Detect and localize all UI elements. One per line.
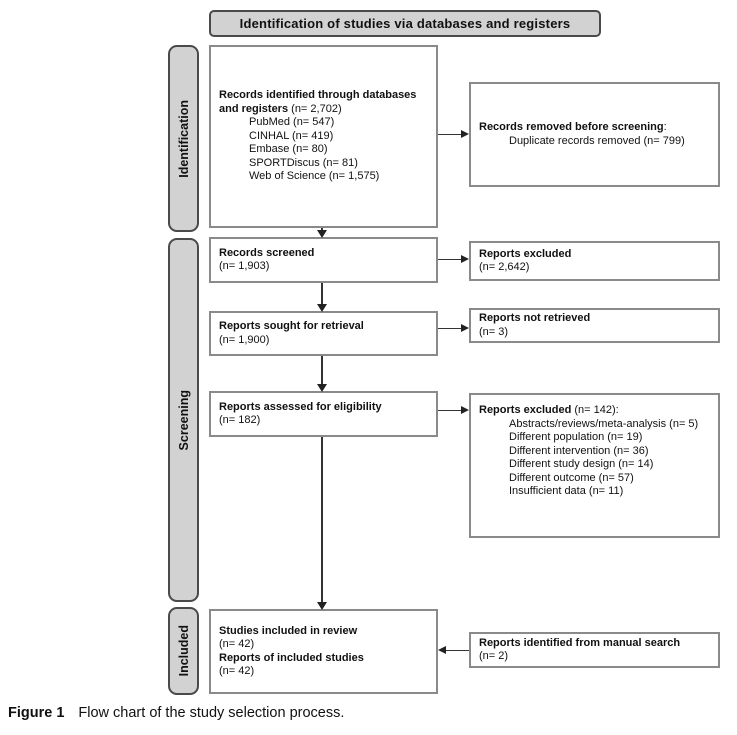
box-studies-included bbox=[209, 609, 438, 694]
arrow-shaft bbox=[438, 134, 462, 136]
box-reports-excluded-eligibility-title: Reports excluded (n= 142): bbox=[479, 404, 619, 416]
box-reports-assessed-title: Reports assessed for eligibility bbox=[219, 400, 382, 413]
exclusion-reason-abstracts: Abstracts/reviews/meta-analysis (n= 5) bbox=[509, 417, 699, 430]
stage-bar-identification bbox=[168, 45, 199, 232]
exclusion-reason-population: Different population (n= 19) bbox=[509, 431, 643, 443]
box-reports-excluded-eligibility bbox=[469, 393, 720, 538]
box-records-identified-title: Records identified through databases and registers (n= 2,702) bbox=[219, 89, 417, 115]
arrow-head-right-icon bbox=[461, 255, 469, 263]
arrow-shaft bbox=[438, 259, 462, 261]
box-reports-assessed bbox=[209, 391, 438, 437]
figure-caption bbox=[8, 705, 728, 721]
stage-label-identification: Identification bbox=[176, 99, 191, 178]
box-reports-excluded-screening bbox=[469, 241, 720, 281]
arrow-sought-to-assessed bbox=[317, 356, 327, 392]
box-studies-included-n2: (n= 42) bbox=[219, 665, 255, 677]
arrow-head-right-icon bbox=[461, 130, 469, 138]
arrow-assessed-to-excluded bbox=[438, 406, 469, 415]
figure-caption-label: Figure 1 bbox=[8, 705, 65, 721]
exclusion-reason-study-design: Different study design (n= 14) bbox=[509, 458, 654, 470]
arrow-screened-to-sought bbox=[317, 283, 327, 312]
box-manual-search bbox=[469, 632, 720, 668]
box-reports-not-retrieved-title: Reports not retrieved bbox=[479, 312, 591, 324]
box-reports-excluded-screening-title: Reports excluded bbox=[479, 247, 572, 260]
figure-caption-text: Flow chart of the study selection process. bbox=[78, 705, 345, 721]
arrow-shaft bbox=[321, 283, 323, 305]
arrow-head-down-icon bbox=[317, 304, 327, 312]
box-reports-sought-n: (n= 1,900) bbox=[219, 333, 270, 346]
arrow-head-down-icon bbox=[317, 602, 327, 610]
box-reports-excluded-screening-n: (n= 2,642) bbox=[479, 261, 530, 273]
exclusion-reason-insufficient-data: Insufficient data (n= 11) bbox=[509, 485, 624, 497]
box-records-identified bbox=[209, 45, 438, 228]
arrow-identified-to-removed bbox=[438, 130, 469, 139]
box-records-removed-title: Records removed before screening: bbox=[479, 121, 667, 133]
arrow-shaft bbox=[321, 437, 323, 603]
arrow-screened-to-excluded bbox=[438, 255, 469, 264]
box-reports-not-retrieved-n: (n= 3) bbox=[479, 325, 509, 338]
stage-label-included: Included bbox=[176, 625, 191, 677]
arrow-head-down-icon bbox=[317, 384, 327, 392]
arrow-shaft bbox=[321, 356, 323, 385]
arrow-assessed-to-included bbox=[317, 437, 327, 610]
arrow-head-left-icon bbox=[438, 646, 446, 654]
box-reports-not-retrieved bbox=[469, 308, 720, 343]
box-reports-assessed-n: (n= 182) bbox=[219, 414, 261, 426]
arrow-shaft bbox=[445, 650, 469, 652]
stage-label-screening: Screening bbox=[176, 389, 191, 451]
arrow-head-right-icon bbox=[461, 406, 469, 414]
stage-bar-screening bbox=[168, 238, 199, 602]
box-studies-included-n1: (n= 42) bbox=[219, 638, 255, 650]
arrow-head-right-icon bbox=[461, 324, 469, 332]
box-manual-search-n: (n= 2) bbox=[479, 650, 509, 662]
box-reports-sought-title: Reports sought for retrieval bbox=[219, 320, 364, 332]
box-manual-search-title: Reports identified from manual search bbox=[479, 636, 681, 649]
arrow-sought-to-not-retrieved bbox=[438, 324, 469, 333]
box-studies-included-line2: Reports of included studies bbox=[219, 651, 364, 664]
exclusion-reason-outcome: Different outcome (n= 57) bbox=[509, 471, 634, 484]
source-sportdiscus: SPORTDiscus (n= 81) bbox=[249, 156, 358, 169]
arrow-head-down-icon bbox=[317, 230, 327, 238]
box-records-removed bbox=[469, 82, 720, 187]
diagram-header bbox=[209, 10, 601, 37]
source-pubmed: PubMed (n= 547) bbox=[249, 116, 335, 129]
box-records-screened-title: Records screened bbox=[219, 246, 315, 259]
exclusion-reason-intervention: Different intervention (n= 36) bbox=[509, 444, 649, 457]
source-cinhal: CINHAL (n= 419) bbox=[249, 129, 334, 142]
box-studies-included-line1: Studies included in review bbox=[219, 624, 358, 637]
source-web-of-science: Web of Science (n= 1,575) bbox=[249, 170, 380, 183]
arrow-identified-to-screened bbox=[317, 228, 327, 238]
box-records-removed-item: Duplicate records removed (n= 799) bbox=[509, 134, 685, 147]
box-reports-sought bbox=[209, 311, 438, 356]
arrow-manual-to-included bbox=[438, 646, 469, 655]
arrow-shaft bbox=[438, 410, 462, 412]
arrow-shaft bbox=[438, 328, 462, 330]
diagram-header-title: Identification of studies via databases and registers bbox=[239, 16, 571, 31]
box-records-screened-n: (n= 1,903) bbox=[219, 260, 270, 272]
box-records-screened bbox=[209, 237, 438, 283]
source-embase: Embase (n= 80) bbox=[249, 143, 328, 156]
stage-bar-included bbox=[168, 607, 199, 695]
